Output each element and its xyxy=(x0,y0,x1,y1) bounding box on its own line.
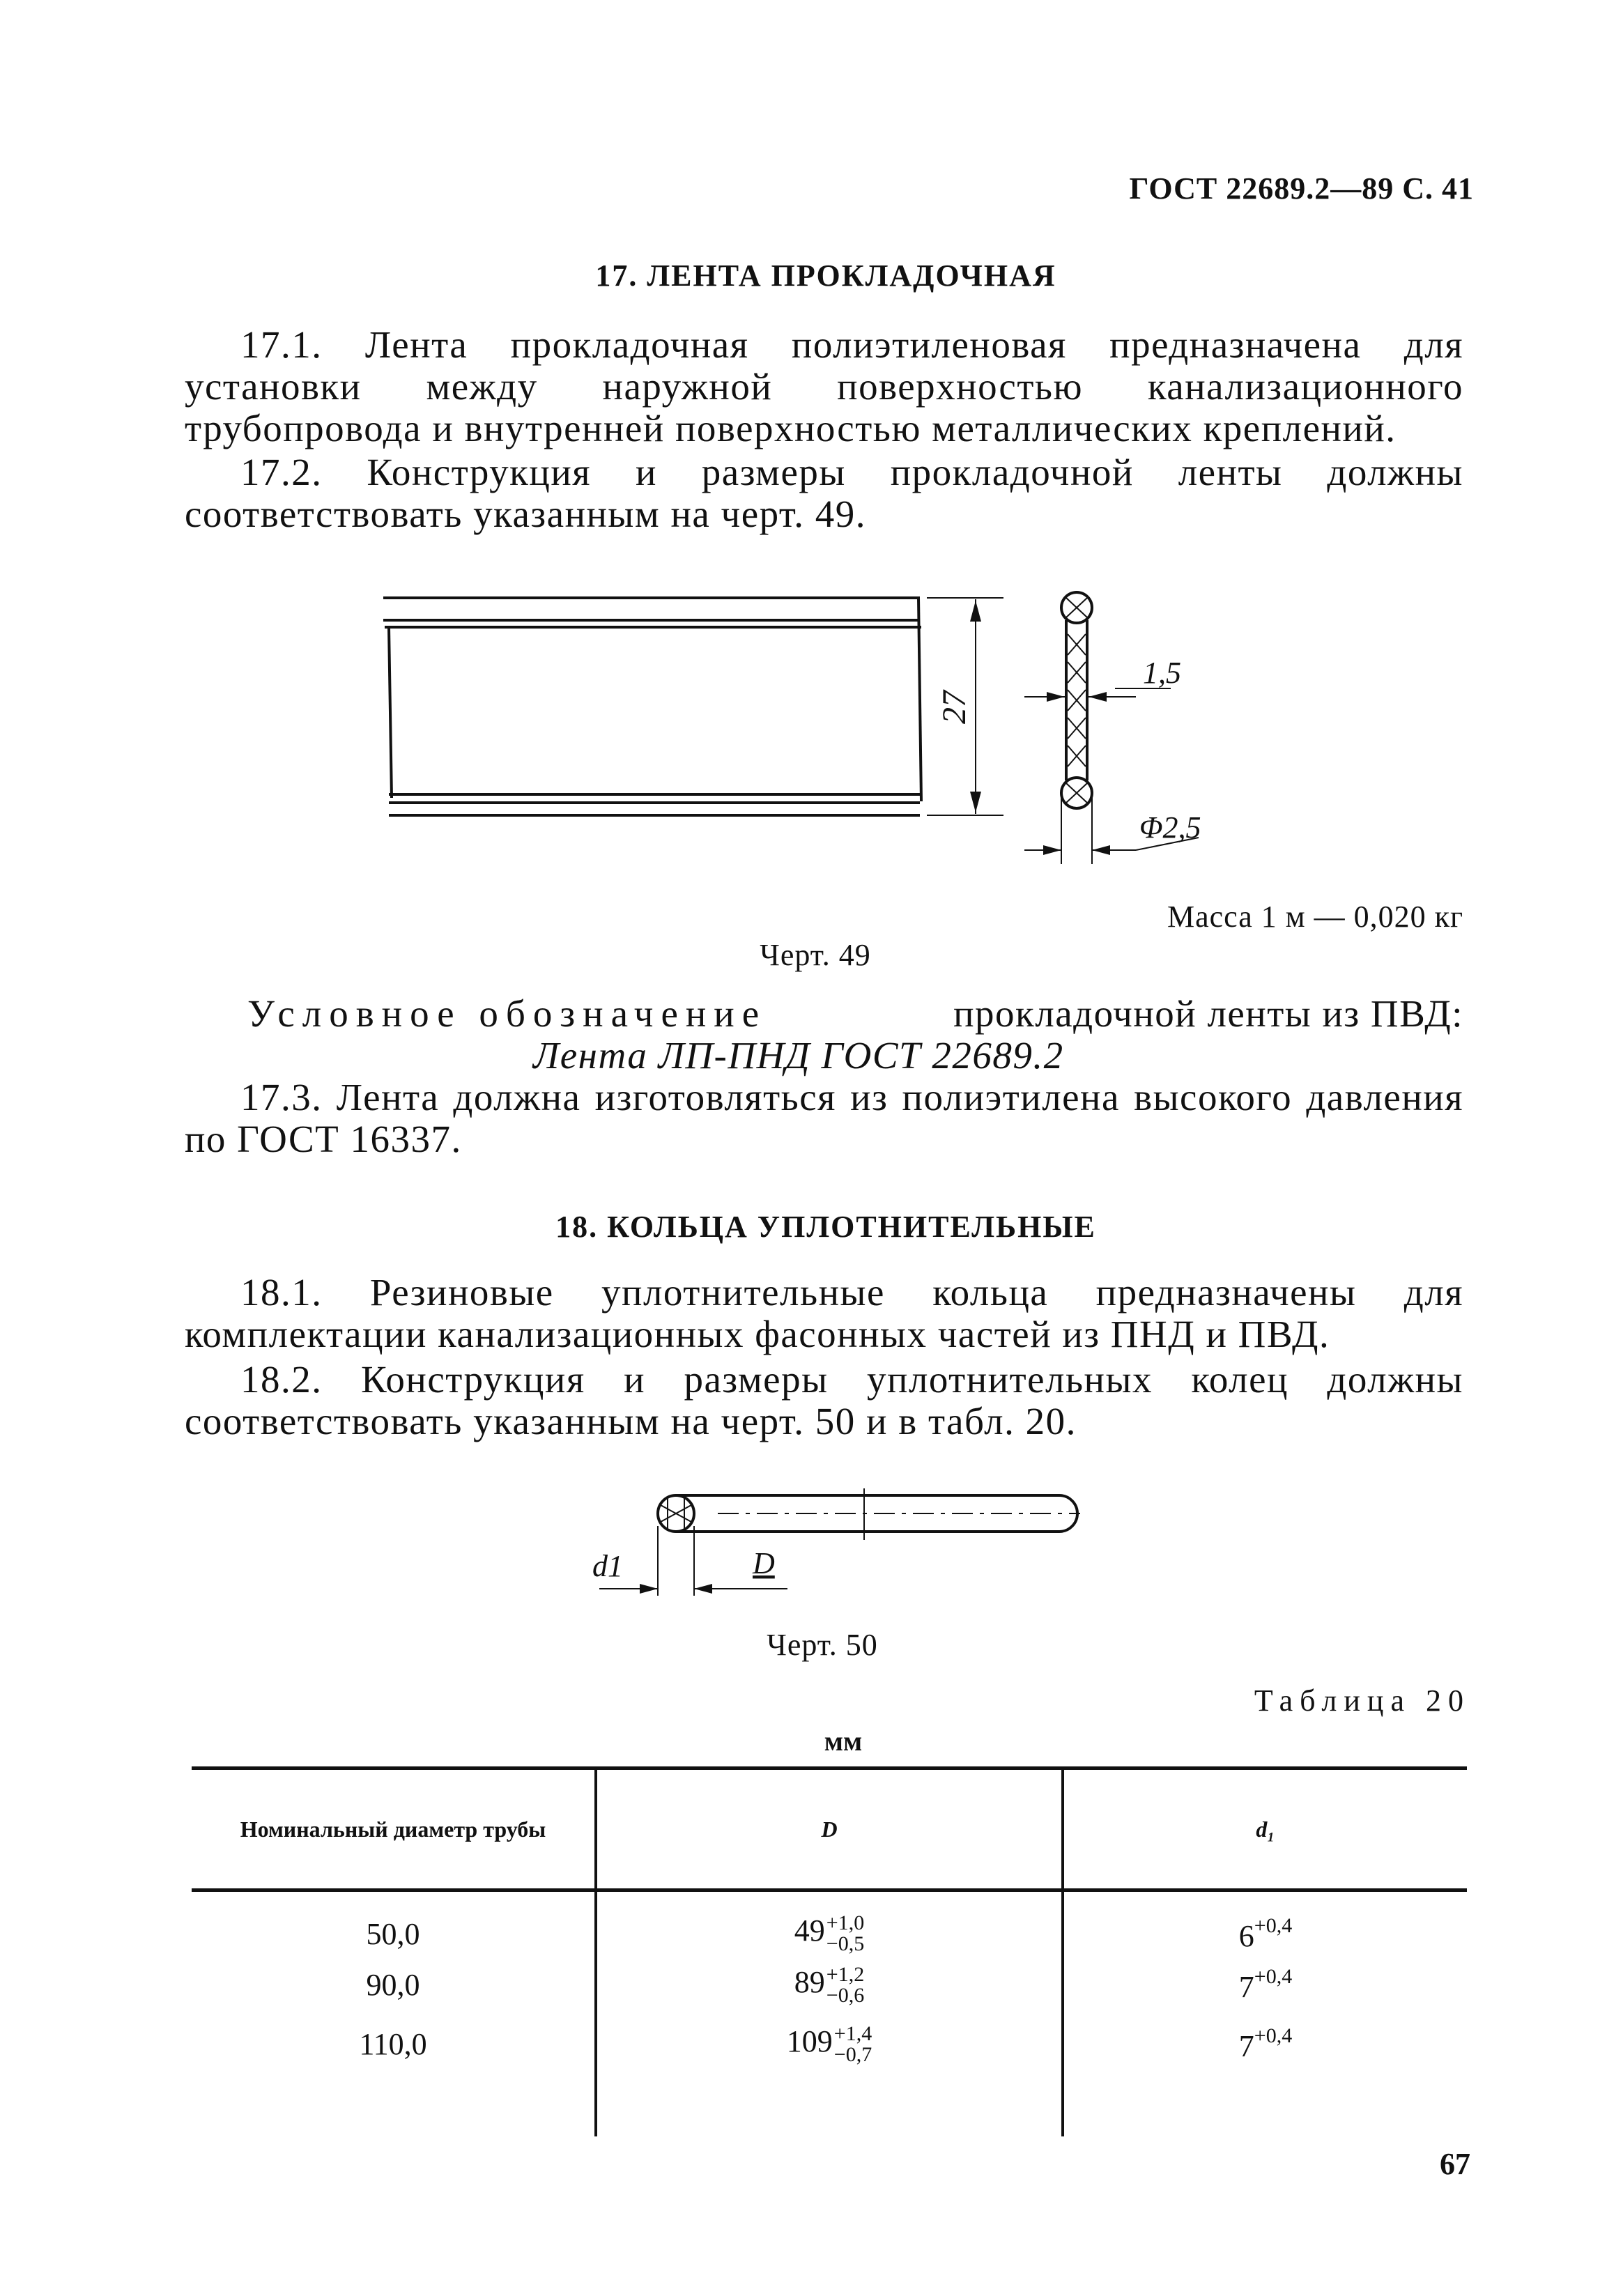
table-cell-d1 xyxy=(1063,2014,1467,2074)
D-lower-tol: −0,5 xyxy=(826,1932,865,1955)
d1-tol: +0,4 xyxy=(1254,1913,1293,1937)
figure-50-label-d1: d1 xyxy=(592,1549,623,1583)
table-row xyxy=(192,2014,1467,2074)
D-base: 49 xyxy=(794,1913,825,1948)
table-row xyxy=(192,1890,1467,1956)
paragraph-18-2: 18.2. Конструкция и размеры уплотнительных колец должны соответствовать указанным на черт. 50 и в табл. 20. xyxy=(185,1358,1463,1442)
section-18-title: 18. КОЛЬЦА УПЛОТНИТЕЛЬНЫЕ xyxy=(555,1210,1096,1244)
figure-50-label-D: D xyxy=(753,1546,775,1580)
figure-49-dim-height: 27 xyxy=(936,691,973,724)
table-header-D: D xyxy=(596,1769,1063,1890)
D-base: 89 xyxy=(794,1964,825,1999)
d1-base: 7 xyxy=(1238,2029,1254,2063)
designation-label: Условное обозначение xyxy=(247,992,767,1035)
figure-49-dim-thickness: 1,5 xyxy=(1143,656,1181,690)
table-20 xyxy=(192,1766,1467,2136)
table-cell-d1 xyxy=(1063,1890,1467,1956)
paragraph-17-3: 17.3. Лента должна изготовляться из полиэтилена высокого давления по ГОСТ 16337. xyxy=(185,1076,1463,1160)
page-number: 67 xyxy=(1440,2147,1470,2181)
table-cell-D xyxy=(596,1890,1063,1956)
table-20-units: мм xyxy=(824,1725,863,1757)
table-20-title: Таблица 20 xyxy=(1254,1684,1470,1718)
page-header: ГОСТ 22689.2—89 С. 41 xyxy=(1129,171,1474,206)
table-row xyxy=(192,1955,1467,2014)
figure-49-drawing xyxy=(376,585,1233,878)
D-upper-tol: +1,4 xyxy=(833,2021,872,2045)
figure-49-mass: Масса 1 м — 0,020 кг xyxy=(1167,900,1463,934)
table-cell-D xyxy=(596,1955,1063,2014)
table-cell-D xyxy=(596,2014,1063,2074)
designation-value: Лента ЛП-ПНД ГОСТ 22689.2 xyxy=(533,1034,1064,1077)
D-lower-tol: −0,7 xyxy=(833,2042,872,2066)
D-lower-tol: −0,6 xyxy=(826,1983,865,2007)
designation-rest: прокладочной ленты из ПВД: xyxy=(953,992,1463,1035)
D-upper-tol: +1,0 xyxy=(826,1911,865,1934)
paragraph-18-1: 18.1. Резиновые уплотнительные кольца предназначены для комплектации канализационных фасонных частей из ПНД и ПВД. xyxy=(185,1271,1463,1355)
D-upper-tol: +1,2 xyxy=(826,1962,865,1986)
table-header-d1: d₁ xyxy=(1256,1817,1275,1842)
paragraph-17-2: 17.2. Конструкция и размеры прокладочной ленты должны соответствовать указанным на черт. 49. xyxy=(185,451,1463,535)
figure-49-dim-diameter: Φ2,5 xyxy=(1139,810,1201,845)
figure-50-caption: Черт. 50 xyxy=(767,1628,878,1662)
d1-tol: +0,4 xyxy=(1254,1965,1293,1988)
section-17-title: 17. ЛЕНТА ПРОКЛАДОЧНАЯ xyxy=(595,259,1056,293)
table-header-nominal-diameter: Номинальный диаметр трубы xyxy=(192,1769,596,1890)
table-cell-dn: 90,0 xyxy=(192,1955,596,2014)
D-base: 109 xyxy=(786,2024,833,2058)
d1-tol: +0,4 xyxy=(1254,2024,1293,2047)
table-cell-dn: 110,0 xyxy=(192,2014,596,2074)
table-cell-dn: 50,0 xyxy=(192,1890,596,1956)
figure-49-caption: Черт. 49 xyxy=(760,938,871,972)
d1-base: 7 xyxy=(1238,1970,1254,2004)
figure-50-drawing xyxy=(578,1484,1094,1610)
paragraph-17-1: 17.1. Лента прокладочная полиэтиленовая предназначена для установки между наружной поверхностью канализационного трубопровода и внутренней поверхностью металлических креплений. xyxy=(185,323,1463,449)
d1-base: 6 xyxy=(1238,1918,1254,1953)
table-cell-d1 xyxy=(1063,1955,1467,2014)
designation-line xyxy=(247,993,1463,1035)
